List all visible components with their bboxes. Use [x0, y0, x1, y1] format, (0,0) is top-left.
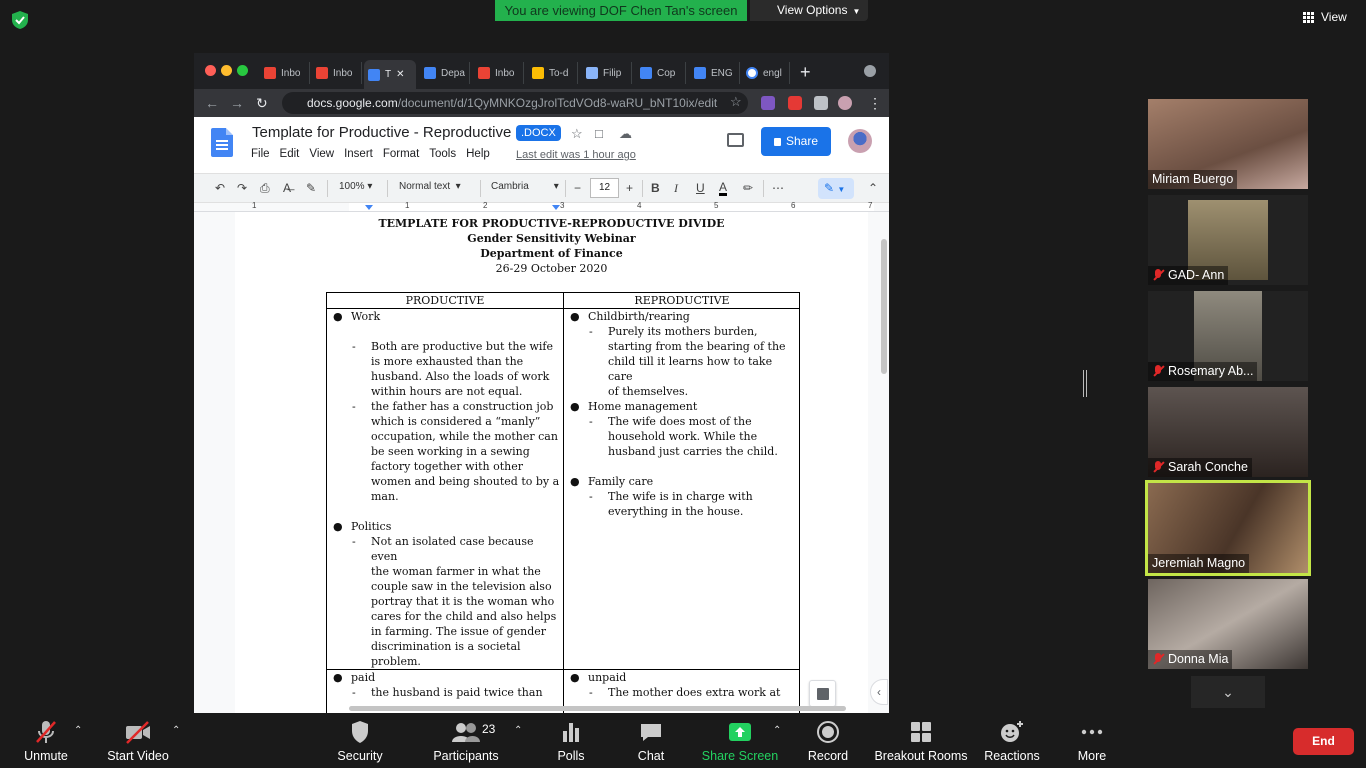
browser-tab[interactable] [690, 62, 740, 84]
productive-work-detail: the father has a construction job which is considered a “manly” occupation, while the mother can be seen working in a sewing factory together with other women and being shouted to by a man. [371, 400, 560, 503]
doc-heading-date: 26-29 October 2020 [495, 262, 608, 275]
bold-icon[interactable]: B [651, 181, 660, 195]
back-icon[interactable]: ← [205, 95, 219, 111]
ruler-number: 1 [252, 201, 257, 210]
participant-name: Miriam Buergo [1148, 170, 1237, 189]
dash-marker: - [589, 686, 593, 699]
menu-file[interactable]: File [251, 148, 270, 160]
panel-resize-handle[interactable] [1083, 370, 1087, 397]
tab-label: Depa [441, 67, 465, 79]
column-header-reproductive: REPRODUCTIVE [634, 294, 730, 307]
tab-label: Filip [603, 67, 622, 79]
font-size-input[interactable]: 12 [590, 178, 619, 198]
keep-icon [532, 67, 544, 79]
gmail-icon [478, 67, 490, 79]
polls-label: Polls [557, 749, 585, 763]
doc-heading-department: Department of Finance [480, 247, 623, 260]
gmail-icon [264, 67, 276, 79]
dash-marker: - [589, 490, 593, 503]
share-options-caret-icon[interactable]: ⌃ [773, 725, 782, 736]
dash-marker: - [352, 535, 356, 548]
font-select[interactable]: Cambria ▾ [491, 181, 559, 192]
tab-label: engl [763, 67, 782, 79]
zoom-select[interactable]: 100% ▾ [339, 181, 373, 192]
chat-label: Chat [637, 749, 665, 763]
start-video-button[interactable] [104, 719, 172, 763]
right-indent-marker[interactable] [552, 205, 560, 210]
tab-label: ENG [711, 67, 733, 79]
reproductive-home-detail: The wife does most of the household work. While the husband just carries the child. [608, 415, 778, 458]
productive-reproductive-table [326, 292, 800, 715]
docs-header [194, 117, 889, 173]
reproductive-unpaid-detail: The mother does extra work at [608, 686, 781, 699]
address-bar-row [194, 89, 889, 117]
microphone-muted-icon [1152, 269, 1164, 282]
tab-label: Inbo [281, 67, 301, 79]
participant-tile[interactable] [1148, 195, 1308, 285]
menu-edit[interactable]: Edit [279, 148, 300, 160]
productive-paid-detail: the husband is paid twice than [371, 686, 543, 699]
participant-name: Donna Mia [1148, 650, 1232, 669]
extension-icon[interactable] [788, 96, 802, 110]
increase-font-icon[interactable]: + [626, 181, 634, 195]
tab-label: Inbo [333, 67, 353, 79]
ruler-number: 2 [483, 201, 488, 210]
microphone-muted-icon [1152, 461, 1164, 474]
close-window-icon[interactable] [205, 65, 216, 76]
google-docs-icon [368, 69, 380, 81]
doc-heading-subtitle: Gender Sensitivity Webinar [467, 232, 636, 245]
extension-icon[interactable] [761, 96, 775, 110]
participants-options-caret-icon[interactable]: ⌃ [514, 725, 523, 736]
share-button[interactable] [761, 127, 831, 156]
browser-tab[interactable] [528, 62, 578, 84]
view-options-label: View Options [777, 3, 848, 17]
bullet-icon: ● [333, 520, 343, 533]
browser-tab[interactable] [582, 62, 632, 84]
unmute-button[interactable] [16, 719, 76, 763]
record-button[interactable] [802, 719, 854, 763]
tab-search-icon[interactable] [864, 65, 876, 77]
dash-marker: - [352, 686, 356, 699]
profile-avatar-icon[interactable] [838, 96, 852, 110]
browser-tab[interactable] [312, 62, 362, 84]
shield-icon [330, 719, 390, 745]
bullet-icon: ● [333, 310, 343, 323]
dash-marker: - [589, 415, 593, 428]
menu-help[interactable]: Help [466, 148, 490, 160]
breakout-rooms-button[interactable] [872, 719, 970, 763]
comment-history-icon[interactable] [727, 133, 744, 147]
ruler[interactable] [194, 203, 889, 212]
security-button[interactable] [330, 719, 390, 763]
tab-label: Cop [657, 67, 676, 79]
chevron-down-icon: ▼ [837, 185, 846, 194]
document-page[interactable] [235, 212, 868, 715]
google-docs-icon [694, 67, 706, 79]
productive-paid-item: paid [351, 671, 376, 684]
move-folder-icon[interactable]: □ [595, 126, 603, 141]
dash-marker: - [352, 400, 356, 413]
microphone-muted-icon [1152, 653, 1164, 666]
account-avatar[interactable] [848, 129, 872, 153]
menu-view[interactable]: View [309, 148, 335, 160]
redo-icon[interactable]: ↷ [237, 181, 248, 195]
paint-format-icon[interactable]: ✎ [306, 181, 317, 195]
productive-politics-detail: Not an isolated case because even the woman farmer in what the couple saw in the television also portray that it is the woman who cares for the child and also helps in farming. The issue of gender discrimination is a societal problem. [371, 535, 557, 668]
browser-tab-active[interactable] [364, 60, 416, 89]
chat-button[interactable] [626, 719, 676, 763]
participant-tile-active-speaker[interactable] [1145, 480, 1311, 576]
bullet-icon: ● [570, 400, 580, 413]
participant-tile[interactable] [1148, 387, 1308, 477]
editing-mode-button[interactable] [818, 178, 854, 199]
breakout-rooms-icon [872, 719, 970, 745]
explore-button[interactable] [809, 680, 836, 707]
participant-tile[interactable] [1148, 291, 1308, 381]
more-label: More [1077, 749, 1107, 763]
bullet-icon: ● [333, 671, 343, 684]
url-host: docs.google.com [307, 96, 398, 110]
dash-marker: - [589, 325, 593, 338]
reproductive-unpaid-item: unpaid [588, 671, 627, 684]
lock-icon [774, 138, 781, 146]
productive-politics-item: Politics [351, 520, 392, 533]
decrease-font-icon[interactable]: − [574, 181, 582, 195]
ruler-number: 7 [868, 201, 873, 210]
url-input[interactable] [282, 92, 748, 114]
ruler-number: 1 [405, 201, 410, 210]
ruler-number: 3 [560, 201, 565, 210]
record-label: Record [807, 749, 849, 763]
breakout-rooms-label: Breakout Rooms [874, 749, 968, 763]
browser-tab[interactable] [742, 62, 790, 84]
browser-tab[interactable] [636, 62, 686, 84]
reactions-label: Reactions [984, 749, 1040, 763]
more-tools-icon[interactable]: ⋯ [772, 181, 784, 195]
spellcheck-icon[interactable]: A̶ [283, 181, 292, 195]
bullet-icon: ● [570, 310, 580, 323]
menu-tools[interactable]: Tools [429, 148, 457, 160]
doc-heading-title: TEMPLATE FOR PRODUCTIVE-REPRODUCTIVE DIVIDE [378, 217, 725, 230]
meeting-controls-bar [0, 713, 1366, 768]
chat-bubble-icon [626, 719, 676, 745]
menu-insert[interactable]: Insert [344, 148, 373, 160]
browser-tab-strip [194, 53, 889, 89]
left-indent-marker[interactable] [365, 205, 373, 210]
google-icon [746, 67, 758, 79]
participant-name: GAD- Ann [1148, 266, 1228, 285]
end-meeting-button[interactable]: End [1293, 728, 1354, 755]
bullet-icon: ● [570, 671, 580, 684]
extensions-puzzle-icon[interactable] [814, 96, 828, 110]
minimize-window-icon[interactable] [221, 65, 232, 76]
docs-toolbar [194, 173, 889, 203]
bookmark-star-icon[interactable]: ☆ [730, 94, 742, 109]
side-panel-toggle[interactable]: ‹ [870, 679, 888, 705]
document-canvas[interactable] [194, 212, 889, 715]
tab-label: Inbo [495, 67, 515, 79]
browser-tab[interactable] [260, 62, 310, 84]
video-off-icon [104, 719, 172, 745]
ruler-number: 5 [714, 201, 719, 210]
security-shield-icon[interactable] [10, 10, 30, 30]
participant-tile[interactable] [1148, 99, 1308, 189]
browser-menu-icon[interactable]: ⋮ [868, 95, 882, 111]
column-header-productive: PRODUCTIVE [405, 294, 485, 307]
reproductive-family-detail: The wife is in charge with everything in the house. [608, 490, 753, 518]
last-edit-link[interactable]: Last edit was 1 hour ago [516, 149, 636, 161]
productive-work-detail: Both are productive but the wife is more exhausted than the husband. Also the loads of work within hours are not equal. [371, 340, 553, 398]
star-icon[interactable]: ☆ [571, 126, 583, 141]
bullet-icon: ● [570, 475, 580, 488]
smiley-plus-icon [982, 719, 1042, 745]
reproductive-home-item: Home management [588, 400, 698, 413]
audio-options-caret-icon[interactable]: ⌃ [74, 725, 83, 736]
participant-count: 23 [482, 722, 496, 736]
maximize-window-icon[interactable] [237, 65, 248, 76]
view-options-menu[interactable] [750, 0, 868, 21]
vertical-scrollbar[interactable] [881, 239, 887, 374]
tab-label: To-d [549, 67, 569, 79]
pencil-icon: ✎ [824, 181, 835, 195]
tab-label: T [385, 69, 392, 80]
more-button[interactable] [1067, 719, 1117, 763]
productive-work-item: Work [351, 310, 381, 323]
google-docs-logo-icon[interactable] [211, 128, 233, 157]
close-tab-icon[interactable]: ✕ [396, 69, 405, 80]
undo-icon[interactable]: ↶ [215, 181, 226, 195]
video-options-caret-icon[interactable]: ⌃ [172, 725, 181, 736]
participant-name: Sarah Conche [1148, 458, 1252, 477]
forward-icon[interactable]: → [230, 95, 244, 111]
polls-chart-icon [546, 719, 596, 745]
record-icon [802, 719, 854, 745]
hide-menus-icon[interactable]: ⌃ [868, 181, 879, 195]
start-video-label: Start Video [107, 749, 169, 763]
docs-menu-bar [251, 148, 490, 160]
viewing-screen-banner: You are viewing DOF Chen Tan's screen [495, 0, 747, 21]
tab-favicon-icon [424, 67, 436, 79]
cloud-status-icon[interactable]: ☁ [619, 126, 632, 141]
browser-tab[interactable] [420, 62, 470, 84]
highlight-icon[interactable]: ✏ [743, 181, 754, 195]
participants-label: Participants [433, 749, 499, 763]
view-layout-button[interactable] [1303, 10, 1347, 24]
gallery-scroll-down-button[interactable] [1191, 676, 1265, 708]
view-layout-label: View [1321, 10, 1347, 24]
horizontal-scrollbar[interactable] [349, 706, 846, 711]
shared-screen [194, 53, 889, 715]
menu-format[interactable]: Format [382, 148, 420, 160]
docx-badge: .DOCX [516, 125, 561, 141]
chevron-down-icon: ▼ [852, 7, 861, 16]
google-docs-icon [640, 67, 652, 79]
microphone-muted-icon [16, 719, 76, 745]
text-color-icon[interactable]: A [719, 180, 728, 194]
unmute-label: Unmute [24, 749, 68, 763]
security-label: Security [337, 749, 383, 763]
reproductive-childbirth-item: Childbirth/rearing [588, 310, 690, 323]
more-dots-icon [1067, 719, 1117, 745]
style-select[interactable]: Normal text ▾ [399, 181, 461, 192]
underline-icon[interactable]: U [696, 181, 705, 195]
participant-name: Rosemary Ab... [1148, 362, 1257, 381]
dash-marker: - [352, 340, 356, 353]
reload-icon[interactable]: ↻ [256, 95, 268, 111]
share-label: Share [785, 134, 819, 148]
italic-icon[interactable]: I [674, 181, 678, 195]
grid-favicon-icon [586, 67, 598, 79]
microphone-muted-icon [1152, 365, 1164, 378]
grid-view-icon [1303, 12, 1315, 23]
reproductive-childbirth-detail: Purely its mothers burden, starting from the bearing of the child till it learns how to take care of themselves. [608, 325, 786, 398]
browser-tab[interactable] [474, 62, 524, 84]
participant-tile[interactable] [1148, 579, 1308, 669]
reproductive-family-item: Family care [588, 475, 654, 488]
polls-button[interactable] [546, 719, 596, 763]
print-icon[interactable]: ⎙ [260, 181, 270, 195]
gmail-icon [316, 67, 328, 79]
chevron-down-icon: ⌄ [1222, 684, 1234, 700]
reactions-button[interactable] [982, 719, 1042, 763]
participant-name: Jeremiah Magno [1148, 554, 1249, 573]
new-tab-icon[interactable]: + [800, 62, 811, 82]
url-path: /document/d/1QyMNKOzgJrolTcdVOd8-waRU_bNT10ix/edit [397, 96, 718, 110]
ruler-number: 4 [637, 201, 642, 210]
share-screen-button[interactable] [700, 719, 780, 763]
explore-icon [817, 688, 829, 700]
share-screen-icon [700, 719, 780, 745]
ruler-number: 6 [791, 201, 796, 210]
share-screen-label: Share Screen [701, 749, 779, 763]
document-title[interactable]: Template for Productive - Reproductive [252, 124, 512, 141]
